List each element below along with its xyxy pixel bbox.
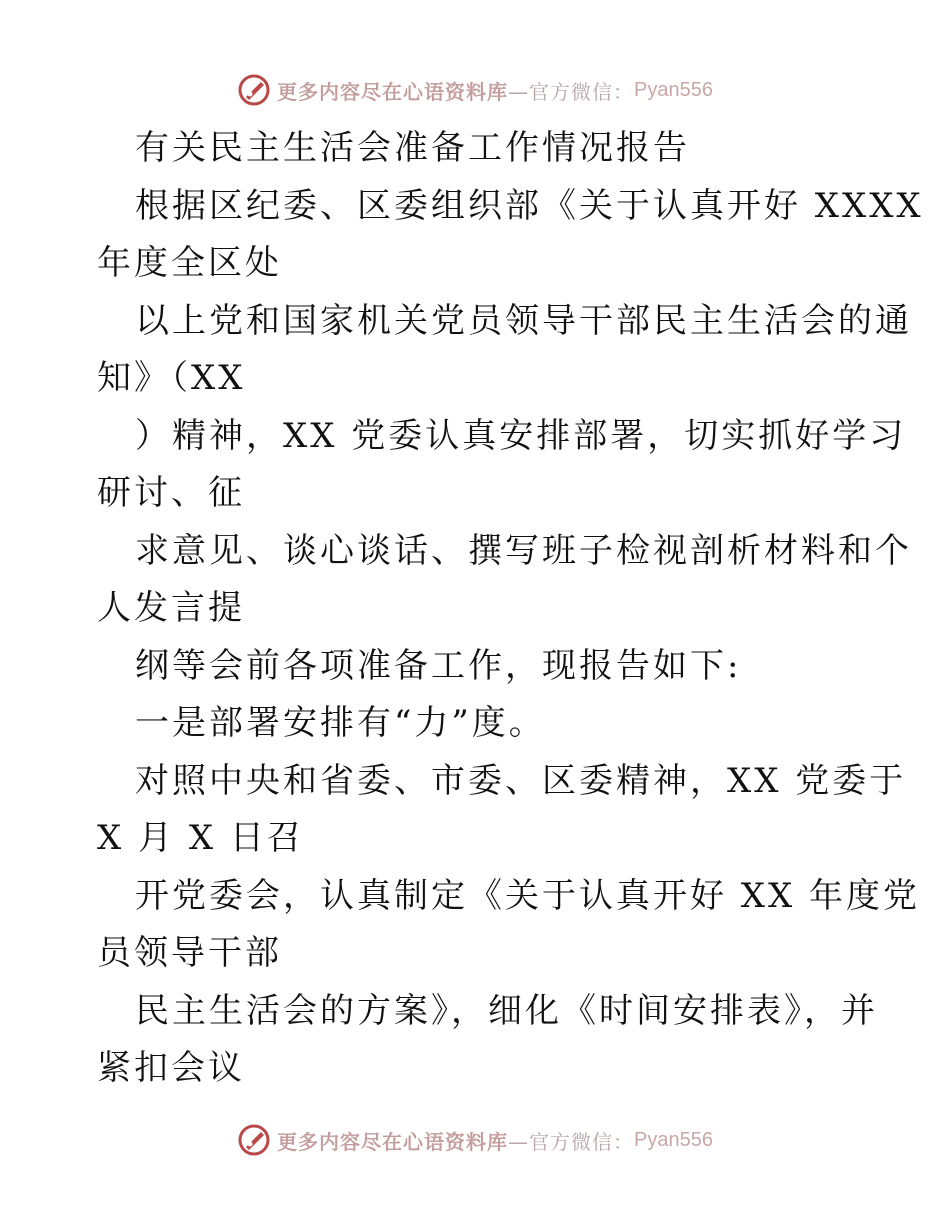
text-line: 研讨、征 [97,473,245,513]
quill-logo-icon [237,1123,271,1157]
watermark-wechat-id: Pyan556 [634,1128,713,1151]
text-line: 求意见、谈心谈话、撰写班子检视剖析材料和个 [135,530,912,571]
text-line: 员领导干部 [97,933,282,973]
footer-watermark [0,1120,950,1160]
text-line: 有关民主生活会准备工作情况报告 [135,128,690,168]
text-line: 纲等会前各项准备工作，现报告如下: [135,645,742,686]
quill-logo-icon [237,73,271,107]
watermark-wechat-id: Pyan556 [634,78,713,101]
text-line: 年度全区处 [97,243,282,283]
watermark-dash-text: —官方微信： [508,1129,635,1154]
watermark-brand: 更多内容尽在心语资料库 [277,1129,509,1154]
text-line: 人发言提 [97,588,245,628]
text-line: 开党委会，认真制定《关于认真开好 XX 年度党 [135,875,921,916]
text-line: 知》（XX [97,358,246,398]
watermark-brand: 更多内容尽在心语资料库 [277,79,509,104]
text-line: 紧扣会议 [97,1048,245,1088]
text-line: 民主生活会的方案》，细化《时间安排表》，并 [135,990,878,1031]
watermark-dash-text: —官方微信： [508,79,635,104]
text-line: 对照中央和省委、市委、区委精神，XX 党委于 [135,760,907,801]
text-line: 根据区纪委、区委组织部《关于认真开好 XXXX [135,185,924,226]
text-line: 以上党和国家机关党员领导干部民主生活会的通 [135,300,912,341]
document-body [97,120,924,1098]
text-line: 一是部署安排有“力”度。 [135,703,546,743]
text-line: ）精神，XX 党委认真安排部署，切实抓好学习 [135,415,907,456]
text-line: X 月 X 日召 [97,818,304,858]
header-watermark [0,70,950,110]
